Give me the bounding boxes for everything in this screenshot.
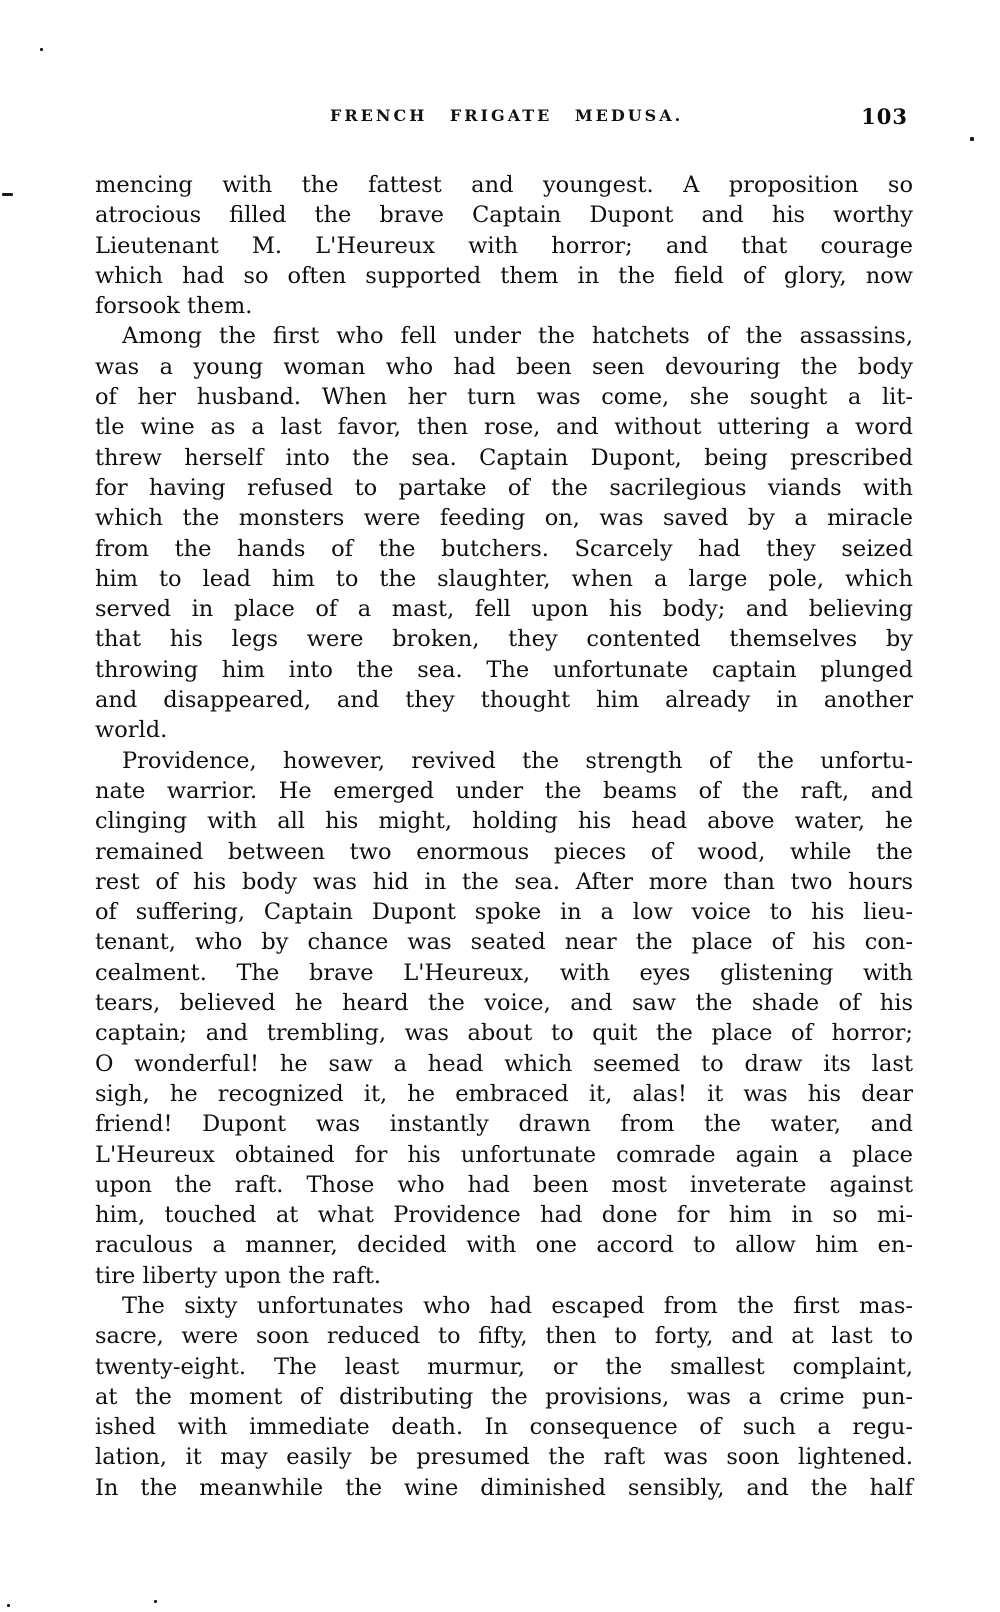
paragraph: [95, 321, 913, 745]
text-line: tears, believed he heard the voice, and saw the shade of his: [95, 990, 913, 1017]
text-line: Lieutenant M. L'Heureux with horror; and that courage: [95, 232, 913, 259]
paragraph: [95, 1291, 913, 1503]
text-line: clinging with all his might, holding his head above water, he: [95, 808, 913, 835]
text-line: tire liberty upon the raft.: [95, 1262, 382, 1289]
text-line: from the hands of the butchers. Scarcely had they seized: [95, 535, 913, 562]
text-line: which had so often supported them in the field of glory, now: [95, 262, 913, 289]
page-number: 103: [861, 104, 908, 129]
text-line: O wonderful! he saw a head which seemed to draw its last: [95, 1050, 913, 1077]
text-line: him to lead him to the slaughter, when a large pole, which: [95, 565, 913, 592]
running-header-title: FRENCH FRIGATE MEDUSA.: [330, 106, 684, 125]
text-line: Providence, however, revived the strength of the unfortu-: [122, 747, 913, 774]
text-line: friend! Dupont was instantly drawn from the water, and: [95, 1111, 913, 1138]
text-line: nate warrior. He emerged under the beams of the raft, and: [95, 777, 913, 804]
text-line: at the moment of distributing the provisions, was a crime pun-: [95, 1383, 913, 1410]
text-line: cealment. The brave L'Heureux, with eyes glistening with: [95, 959, 913, 986]
text-line: rest of his body was hid in the sea. After more than two hours: [95, 868, 913, 895]
text-line: of suffering, Captain Dupont spoke in a low voice to his lieu-: [95, 899, 913, 926]
text-line: The sixty unfortunates who had escaped from the first mas-: [122, 1292, 913, 1319]
ink-speck: [7, 1604, 10, 1607]
text-line: for having refused to partake of the sacrilegious viands with: [95, 474, 913, 501]
text-line: lation, it may easily be presumed the raft was soon lightened.: [95, 1444, 913, 1471]
page-text-body: [95, 170, 913, 1503]
paragraph: [95, 170, 913, 321]
text-line: captain; and trembling, was about to quit the place of horror;: [95, 1020, 913, 1047]
text-line: throwing him into the sea. The unfortunate captain plunged: [95, 656, 913, 683]
ink-speck: [40, 48, 43, 51]
text-line: raculous a manner, decided with one accord to allow him en-: [95, 1232, 913, 1259]
running-header: [0, 106, 1000, 136]
ink-speck: [2, 193, 13, 196]
text-line: was a young woman who had been seen devouring the body: [95, 353, 913, 380]
text-line: sigh, he recognized it, he embraced it, alas! it was his dear: [95, 1080, 913, 1107]
text-line: and disappeared, and they thought him already in another: [95, 687, 913, 714]
text-line: L'Heureux obtained for his unfortunate comrade again a place: [95, 1141, 913, 1168]
text-line: In the meanwhile the wine diminished sensibly, and the half: [95, 1474, 913, 1501]
text-line: mencing with the fattest and youngest. A proposition so: [95, 172, 913, 198]
ink-speck: [970, 137, 974, 141]
text-line: tenant, who by chance was seated near the place of his con-: [95, 929, 913, 956]
text-line: which the monsters were feeding on, was saved by a miracle: [95, 505, 913, 532]
paragraph: [95, 746, 913, 1291]
text-line: world.: [95, 717, 168, 744]
text-line: of her husband. When her turn was come, she sought a lit-: [95, 384, 913, 411]
text-line: ished with immediate death. In consequence of such a regu-: [95, 1414, 913, 1441]
text-line: that his legs were broken, they contented themselves by: [95, 626, 913, 653]
text-line: sacre, were soon reduced to fifty, then to forty, and at last to: [95, 1323, 913, 1350]
text-line: tle wine as a last favor, then rose, and without uttering a word: [95, 414, 913, 441]
text-line: threw herself into the sea. Captain Dupont, being prescribed: [95, 444, 913, 471]
ink-speck: [154, 1600, 157, 1603]
text-line: atrocious filled the brave Captain Dupont and his worthy: [95, 202, 913, 229]
text-line: twenty-eight. The least murmur, or the smallest complaint,: [95, 1353, 913, 1380]
text-line: forsook them.: [95, 293, 253, 320]
text-line: him, touched at what Providence had done for him in so mi-: [95, 1202, 913, 1229]
text-line: remained between two enormous pieces of wood, while the: [95, 838, 913, 865]
text-line: served in place of a mast, fell upon his body; and believing: [95, 596, 913, 623]
text-line: Among the first who fell under the hatchets of the assassins,: [122, 323, 913, 350]
text-line: upon the raft. Those who had been most inveterate against: [95, 1171, 913, 1198]
